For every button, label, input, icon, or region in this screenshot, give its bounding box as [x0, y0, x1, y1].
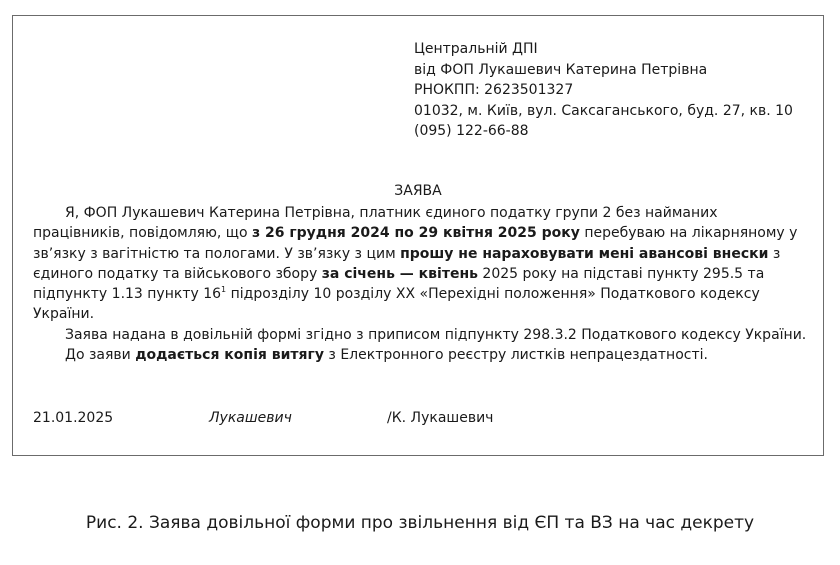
- addressee-address: 01032, м. Київ, вул. Саксаганського, буд. 27, кв. 10: [414, 102, 793, 119]
- body-paragraph-1: [33, 203, 808, 325]
- p1-bold-months: за січень — квітень: [321, 265, 478, 282]
- p1-text-1: Я, ФОП Лукашевич Катерина Петрівна, платник єдиного податку групи 2 без найманих працівників, повідомляю, що: [33, 205, 718, 242]
- signature-handwritten: Лукашевич: [209, 410, 292, 426]
- p1-text-3: з єдиного податку та військового збору: [33, 245, 781, 282]
- p3-text-2: з Електронного реєстру листків непрацездатності.: [323, 347, 708, 364]
- signature-date: 21.01.2025: [33, 410, 114, 426]
- signature-name: /К. Лукашевич: [387, 410, 494, 426]
- document-body: [33, 203, 808, 365]
- addressee-tax-id: РНОКПП: 2623501327: [414, 82, 574, 98]
- p1-bold-period: з 26 грудня 2024 по 29 квітня 2025 року: [251, 225, 580, 242]
- p1-text-4: 2025 року на підставі пункту 295.5 та підпункту 1.13 пункту 16: [33, 265, 765, 303]
- addressee-recipient: Центральній ДПІ: [414, 41, 538, 57]
- addressee-sender: від ФОП Лукашевич Катерина Петрівна: [414, 61, 708, 78]
- addressee-phone: (095) 122-66-88: [414, 123, 529, 139]
- p1-bold-request: прошу не нараховувати мені авансові внески: [400, 245, 769, 262]
- body-paragraph-2: Заява надана в довільній формі згідно з приписом підпункту 298.3.2 Податкового кодексу України.: [65, 326, 807, 343]
- figure-caption: Рис. 2. Заява довільної форми про звільнення від ЄП та ВЗ на час декрету: [85, 513, 755, 533]
- document-frame: [12, 15, 824, 456]
- document-title: ЗАЯВА: [394, 183, 442, 199]
- addressee-block: [414, 39, 809, 142]
- p1-text-5: підрозділу 10 розділу ХХ «Перехідні положення» Податкового кодексу України.: [33, 286, 760, 323]
- p1-text-2: перебуваю на лікарняному у зв’язку з вагітністю та пологами. У зв’язку з цим: [33, 225, 798, 262]
- body-paragraph-3: [33, 345, 808, 365]
- p3-bold-attachment: додається копія витягу: [135, 347, 324, 364]
- p1-superscript: 1: [221, 285, 227, 295]
- p3-text-1: До заяви: [65, 347, 136, 364]
